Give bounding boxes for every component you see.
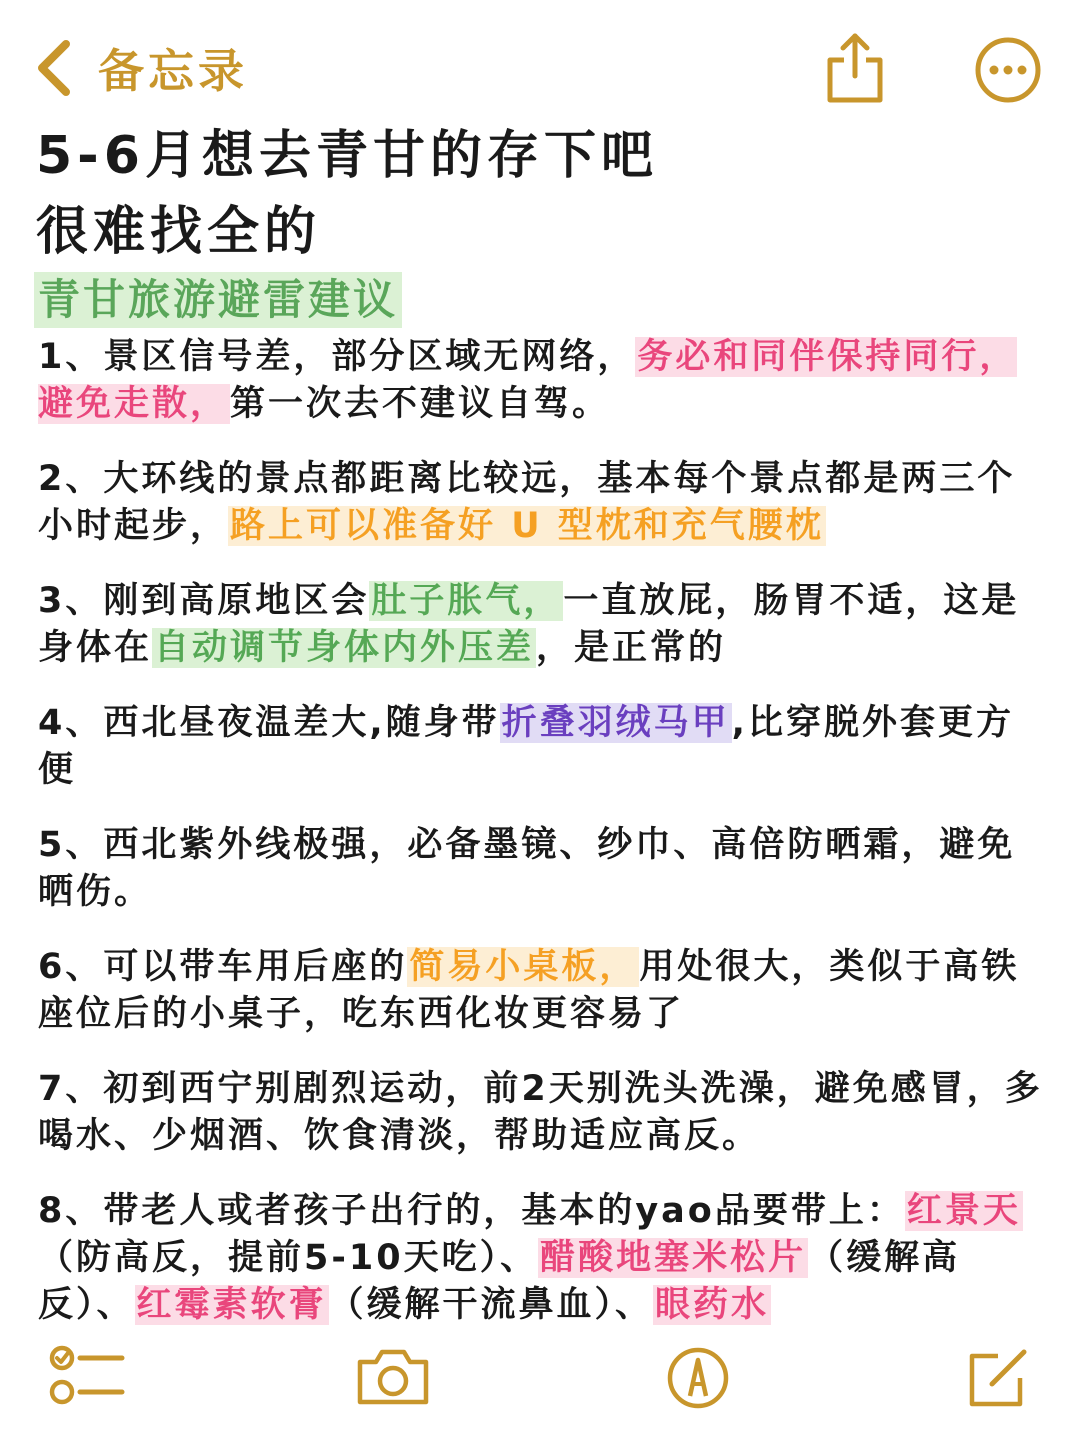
highlighted-text: 折叠羽绒马甲 bbox=[501, 703, 730, 743]
note-paragraph bbox=[38, 1066, 1048, 1160]
note-paragraph bbox=[38, 578, 1048, 672]
note-paragraph bbox=[38, 700, 1048, 794]
compose-button[interactable] bbox=[964, 1342, 1034, 1412]
note-paragraph bbox=[38, 1188, 1048, 1329]
back-button[interactable] bbox=[32, 38, 248, 98]
highlighted-text: 路上可以准备好 U 型枕和充气腰枕 bbox=[230, 506, 824, 546]
paragraph-text: 7、初到西宁别剧烈运动，前2天别洗头洗澡，避免感冒，多喝水、少烟酒、饮食清淡，帮助适应高反。 bbox=[38, 1069, 1043, 1156]
note-title-line-2: 很难找全的 bbox=[36, 202, 322, 262]
highlighted-text: 简易小桌板， bbox=[409, 947, 638, 987]
highlighted-text: 自动调节身体内外压差 bbox=[154, 628, 535, 668]
markup-button[interactable] bbox=[666, 1346, 730, 1410]
highlighted-text: 红景天 bbox=[906, 1191, 1021, 1231]
back-label: 备忘录 bbox=[98, 44, 248, 98]
share-icon bbox=[822, 30, 888, 106]
checklist-button[interactable] bbox=[48, 1342, 128, 1406]
paragraph-text: 2、大环线的景点都距离比较远，基本每个景点都是两三个小时起步， bbox=[38, 459, 1016, 546]
more-button[interactable] bbox=[974, 36, 1042, 104]
paragraph-text: 第一次去不建议自驾。 bbox=[230, 384, 611, 424]
highlighted-text: 肚子胀气， bbox=[371, 581, 562, 621]
markup-pen-icon bbox=[666, 1346, 730, 1410]
highlighted-text: 醋酸地塞米松片 bbox=[540, 1238, 807, 1278]
highlighted-text: 红霉素软膏 bbox=[136, 1285, 327, 1325]
paragraph-text: 4、西北昼夜温差大,随身带 bbox=[38, 703, 500, 743]
note-paragraph bbox=[38, 334, 1048, 428]
camera-icon bbox=[354, 1346, 432, 1408]
bottom-toolbar bbox=[0, 1340, 1080, 1439]
paragraph-text: （缓解干流鼻血）、 bbox=[328, 1285, 654, 1325]
note-paragraph bbox=[38, 822, 1048, 916]
note-title-line-1: 5-6月想去青甘的存下吧 bbox=[36, 126, 658, 186]
chevron-left-icon bbox=[32, 38, 76, 98]
paragraph-text: （防高反，提前5-10天吃）、 bbox=[38, 1238, 539, 1278]
note-paragraph bbox=[38, 944, 1048, 1038]
note-title[interactable] bbox=[36, 118, 1046, 270]
paragraph-text: 3、刚到高原地区会 bbox=[38, 581, 370, 621]
paragraph-text: 6、可以带车用后座的 bbox=[38, 947, 408, 987]
navigation-bar bbox=[0, 0, 1080, 120]
paragraph-text: 8、带老人或者孩子出行的，基本的yao品要带上： bbox=[38, 1191, 905, 1231]
share-button[interactable] bbox=[822, 30, 888, 106]
paragraph-text: 用处很大，类似于高铁座位后的小桌子，吃东西化妆更容易了 bbox=[38, 947, 1020, 1034]
note-paragraph bbox=[38, 456, 1048, 550]
paragraph-text: 1、景区信号差，部分区域无网络， bbox=[38, 337, 636, 377]
highlighted-text: 眼药水 bbox=[655, 1285, 770, 1325]
paragraph-text: 5、西北紫外线极强，必备墨镜、纱巾、高倍防晒霜，避免晒伤。 bbox=[38, 825, 1016, 912]
compose-icon bbox=[964, 1342, 1034, 1412]
note-body[interactable] bbox=[38, 334, 1048, 1357]
highlighted-text: 务必和同伴保持同行，避免走散， bbox=[38, 337, 1018, 424]
paragraph-text: （缓解高反）、 bbox=[38, 1238, 961, 1325]
paragraph-text: ，是正常的 bbox=[536, 628, 727, 668]
checklist-icon bbox=[48, 1342, 128, 1406]
camera-button[interactable] bbox=[354, 1346, 432, 1408]
paragraph-text: 一直放屁，肠胃不适，这是身体在 bbox=[38, 581, 1020, 668]
paragraph-text: ,比穿脱外套更方便 bbox=[38, 703, 1014, 790]
section-heading: 青甘旅游避雷建议 bbox=[34, 272, 402, 328]
more-icon bbox=[974, 36, 1042, 104]
